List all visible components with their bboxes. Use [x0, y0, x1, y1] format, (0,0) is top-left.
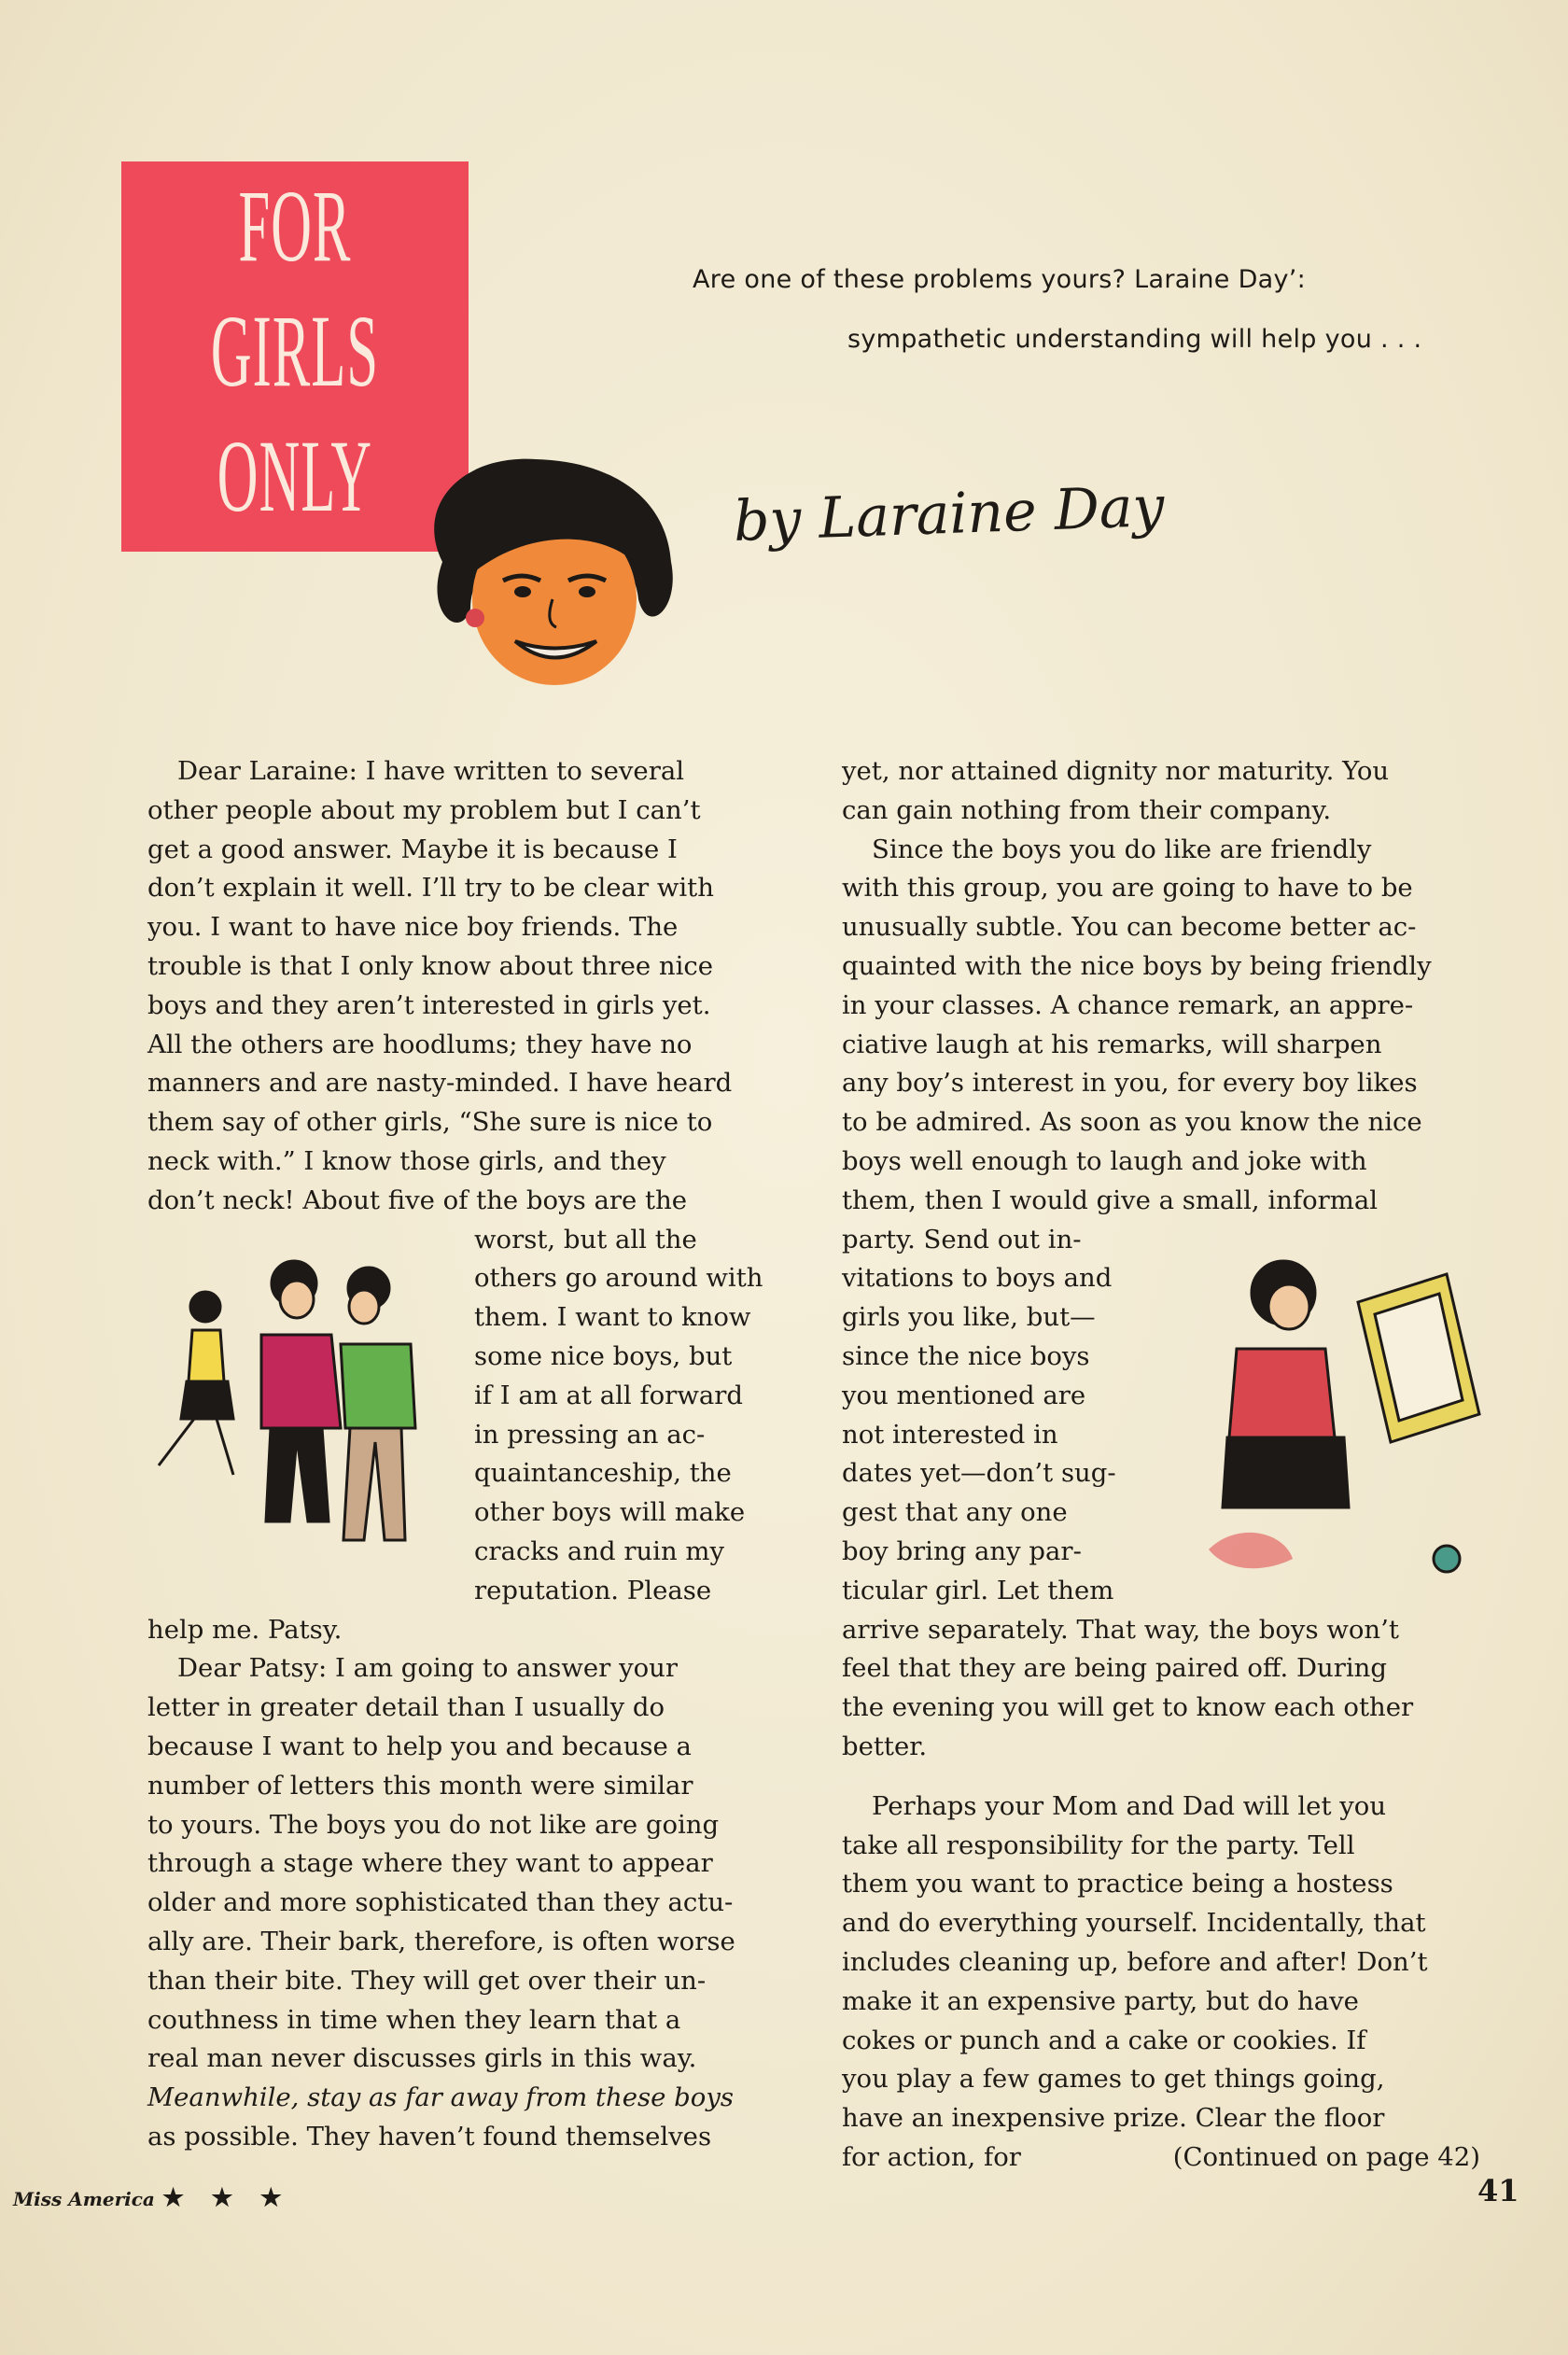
letter-line: All the others are hoodlums; they have no	[147, 1029, 693, 1059]
letter-line: boys and they aren’t interested in girls yet.	[147, 989, 711, 1020]
reply-line: yet, nor attained dignity nor maturity. You	[842, 756, 1390, 786]
rating-stars: ★ ★ ★	[161, 2184, 291, 2212]
reply-line: take all responsibility for the party. Tell	[842, 1829, 1355, 1860]
reply-line: couthness in time when they learn that a	[147, 2004, 681, 2035]
reply-line: cokes or punch and a cake or cookies. If	[842, 2025, 1366, 2055]
reply-line: gest that any one	[842, 1497, 1068, 1528]
letter-line: other boys will make	[474, 1497, 746, 1528]
reply-line: unusually subtle. You can become better ac-	[842, 912, 1417, 943]
reply-line: to be admired. As soon as you know the nice	[842, 1107, 1422, 1138]
reply-line: make it an expensive party, but do have	[842, 1985, 1359, 2016]
reply-line: better.	[842, 1731, 928, 1761]
last-line	[842, 2138, 1480, 2178]
magazine-name: Miss America	[13, 2188, 155, 2210]
reply-line: in your classes. A chance remark, an appre-	[842, 989, 1414, 1020]
reply-line: ally are. Their bark, therefore, is often worse	[147, 1926, 735, 1956]
letter-line: get a good answer. Maybe it is because I	[147, 834, 678, 864]
page-number: 41	[1477, 2173, 1519, 2208]
reply-line: the evening you will get to know each other	[842, 1692, 1414, 1723]
reply-line: than their bite. They will get over their un-	[147, 1965, 707, 1996]
letter-signoff: help me. Patsy.	[147, 1614, 343, 1645]
reply-line: can gain nothing from their company.	[842, 794, 1332, 825]
reply-line: number of letters this month were similar	[147, 1770, 693, 1801]
reply-line: have an inexpensive prize. Clear the floor	[842, 2103, 1385, 2134]
reply-line: you play a few games to get things going,	[842, 2064, 1385, 2095]
letter-line: other people about my problem but I can’t	[147, 794, 701, 825]
letter-line: some nice boys, but	[474, 1340, 733, 1371]
letter-line: if I am at all forward	[474, 1380, 744, 1410]
reply-line: real man never discusses girls in this way.	[147, 2043, 697, 2074]
letter-line: manners and are nasty-minded. I have heard	[147, 1068, 733, 1099]
reply-line: and do everything yourself. Incidentally, that	[842, 1908, 1426, 1939]
reply-line: them, then I would give a small, informal	[842, 1185, 1379, 1215]
letter-line: Dear Laraine: I have written to several	[177, 756, 685, 786]
letter-line: worst, but all the	[474, 1224, 697, 1255]
reply-line: you mentioned are	[842, 1380, 1086, 1410]
reply-line: to yours. The boys you do not like are going	[147, 1809, 720, 1840]
reply-line: vitations to boys and	[842, 1263, 1113, 1294]
last-line-text: for action, for	[842, 2141, 1021, 2172]
reply-line: not interested in	[842, 1419, 1058, 1450]
author-portrait	[405, 450, 685, 693]
reply-line: boys well enough to laugh and joke with	[842, 1145, 1367, 1176]
reply-line: Perhaps your Mom and Dad will let you	[872, 1790, 1387, 1821]
reply-line: older and more sophisticated than they actu-	[147, 1887, 734, 1918]
reply-line: quainted with the nice boys by being friendly	[842, 950, 1432, 981]
letter-line: them say of other girls, “She sure is nice to	[147, 1107, 713, 1138]
reply-line: party. Send out in-	[842, 1224, 1082, 1255]
letter-line: don’t explain it well. I’ll try to be clear with	[147, 873, 714, 904]
letter-line: them. I want to know	[474, 1302, 751, 1333]
reply-line: dates yet—don’t sug-	[842, 1458, 1116, 1489]
title-line-for: FOR	[238, 169, 352, 283]
intro-line-2: sympathetic understanding will help you . . .	[847, 325, 1422, 354]
footer-magazine	[13, 2184, 291, 2212]
letter-line: others go around with	[474, 1263, 763, 1294]
reply-line: includes cleaning up, before and after! Don’t	[842, 1946, 1428, 1977]
letter-line: trouble is that I only know about three nice	[147, 950, 714, 981]
reply-line: with this group, you are going to have to be	[842, 873, 1413, 904]
reply-line: through a stage where they want to appear	[147, 1848, 713, 1879]
reply-line: Since the boys you do like are friendly	[872, 834, 1372, 864]
reply-line: girls you like, but—	[842, 1302, 1096, 1333]
reply-line: boy bring any par-	[842, 1535, 1082, 1566]
intro-line-1: Are one of these problems yours? Laraine Day’:	[693, 265, 1307, 294]
reply-line: any boy’s interest in you, for every boy likes	[842, 1068, 1418, 1099]
letter-line: reputation. Please	[474, 1575, 712, 1605]
reply-line: ciative laugh at his remarks, will sharpen	[842, 1029, 1382, 1059]
letter-line: quaintanceship, the	[474, 1458, 732, 1489]
girl-painting-illustration	[1171, 1251, 1503, 1587]
letter-line: don’t neck! About five of the boys are the	[147, 1185, 688, 1215]
reply-line: since the nice boys	[842, 1340, 1090, 1371]
author-byline: by Laraine Day	[732, 473, 1166, 554]
reply-line: because I want to help you and because a	[147, 1731, 692, 1761]
reply-line: them you want to practice being a hostess	[842, 1869, 1393, 1899]
continued-note: (Continued on page 42)	[1172, 2141, 1480, 2172]
reply-line: Dear Patsy: I am going to answer your	[177, 1653, 679, 1684]
title-line-girls: GIRLS	[210, 294, 380, 408]
letter-line: you. I want to have nice boy friends. The	[147, 912, 679, 943]
title-line-only: ONLY	[217, 419, 373, 533]
reply-line: Meanwhile, stay as far away from these boys	[147, 2082, 734, 2113]
reply-line: ticular girl. Let them	[842, 1575, 1114, 1605]
letter-line: cracks and ruin my	[474, 1535, 725, 1566]
kids-illustration	[131, 1241, 457, 1577]
reply-line: arrive separately. That way, the boys won’t	[842, 1614, 1399, 1645]
reply-line: letter in greater detail than I usually do	[147, 1692, 665, 1723]
letter-line: neck with.” I know those girls, and they	[147, 1145, 666, 1176]
reply-line: feel that they are being paired off. During	[842, 1653, 1387, 1684]
letter-line: in pressing an ac-	[474, 1419, 706, 1450]
reply-line: as possible. They haven’t found themselves	[147, 2121, 712, 2152]
